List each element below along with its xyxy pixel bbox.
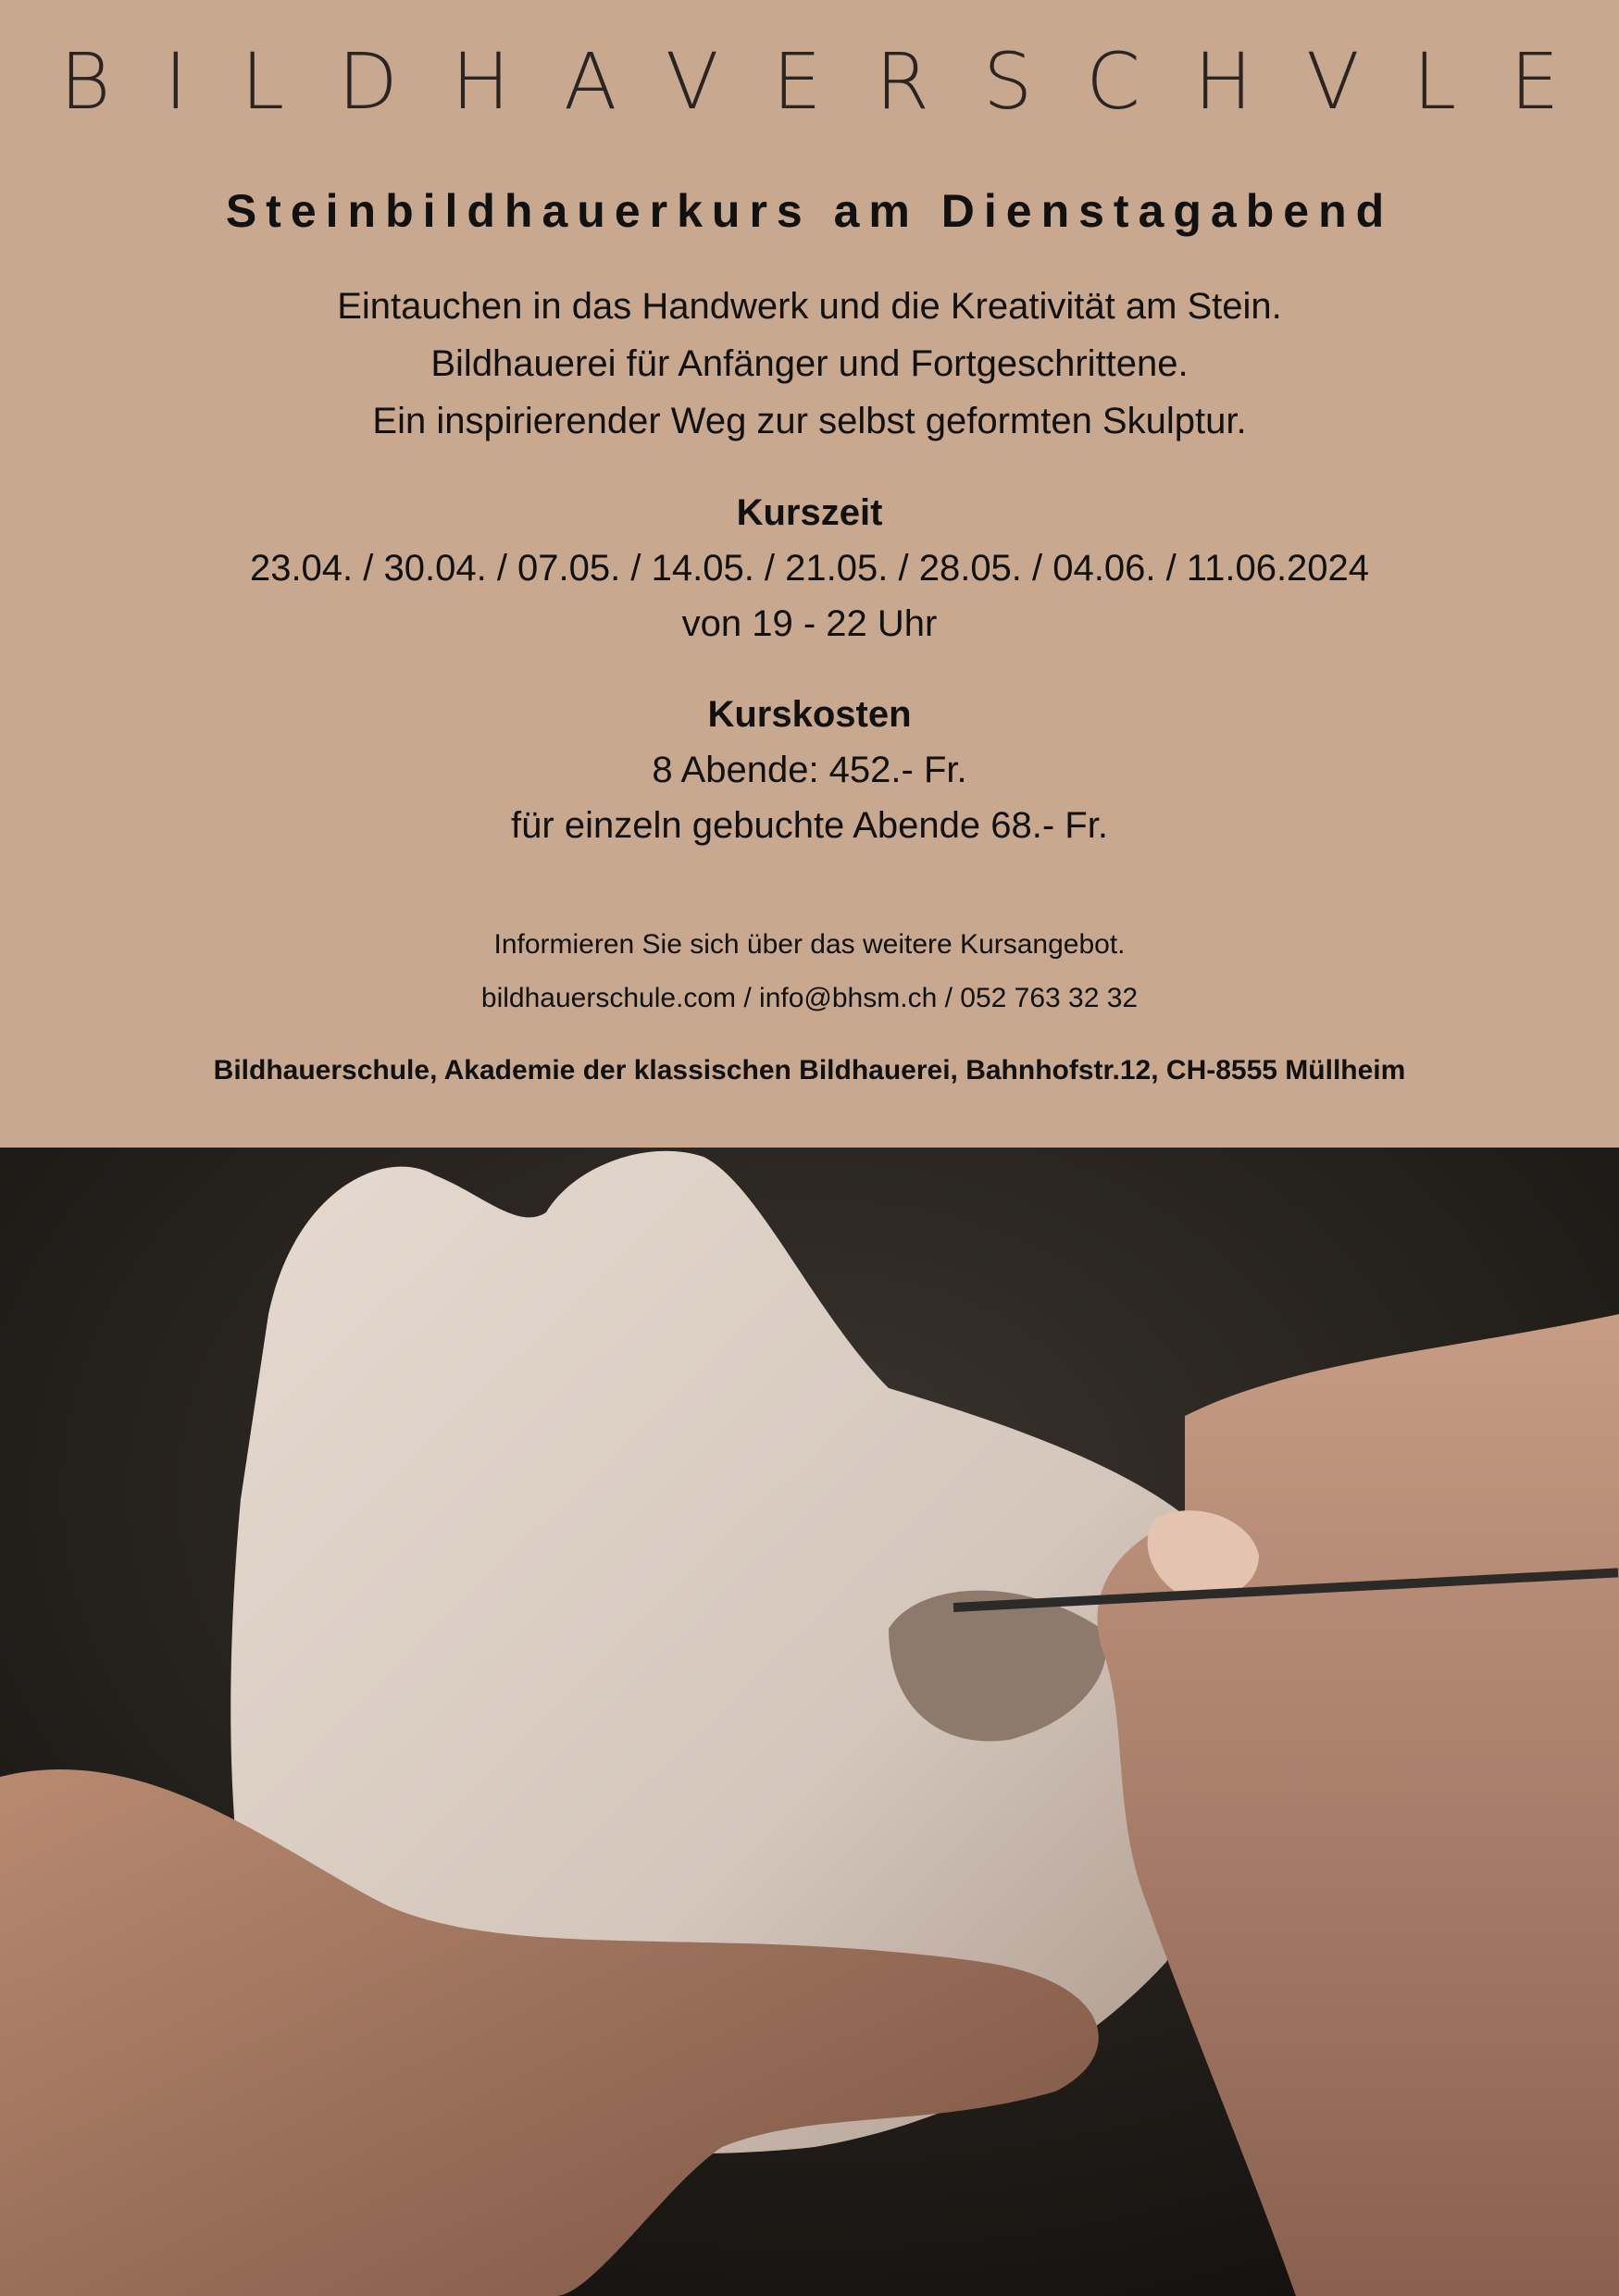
schedule-dates: 23.04. / 30.04. / 07.05. / 14.05. / 21.05. / 28.05. / 04.06. / 11.06.2024 [249, 548, 1370, 589]
course-title: Steinbildhauerkurs am Dienstagabend [225, 185, 1394, 237]
intro-line: Eintauchen in das Handwerk und die Kreativität am Stein. [337, 286, 1282, 327]
contact-line[interactable]: bildhauerschule.com / info@bhsm.ch / 052 763 32 32 [480, 983, 1139, 1013]
info-block [0, 918, 1619, 1025]
intro-line: Ein inspirierender Weg zur selbst geformten Skulptur. [372, 401, 1247, 441]
costs-title: Kurskosten [707, 694, 912, 735]
costs-single: für einzeln gebuchte Abende 68.- Fr. [511, 805, 1108, 846]
stone-carving-image [0, 1148, 1619, 2296]
schedule-time: von 19 - 22 Uhr [681, 603, 938, 644]
intro-text [0, 278, 1619, 450]
info-line: Informieren Sie sich über das weitere Kursangebot. [493, 929, 1126, 960]
sculpting-photo [0, 1148, 1619, 2296]
intro-line: Bildhauerei für Anfänger und Fortgeschrittene. [430, 343, 1189, 384]
course-schedule [0, 485, 1619, 652]
school-logo-wordmark: BILDHAVERSCHVLE [59, 36, 1613, 127]
schedule-title: Kurszeit [736, 492, 883, 533]
costs-full: 8 Abende: 452.- Fr. [652, 750, 967, 790]
course-costs [0, 687, 1619, 853]
school-address: Bildhauerschule, Akademie der klassischen Bildhauerei, Bahnhofstr.12, CH-8555 Müllheim [213, 1055, 1406, 1086]
